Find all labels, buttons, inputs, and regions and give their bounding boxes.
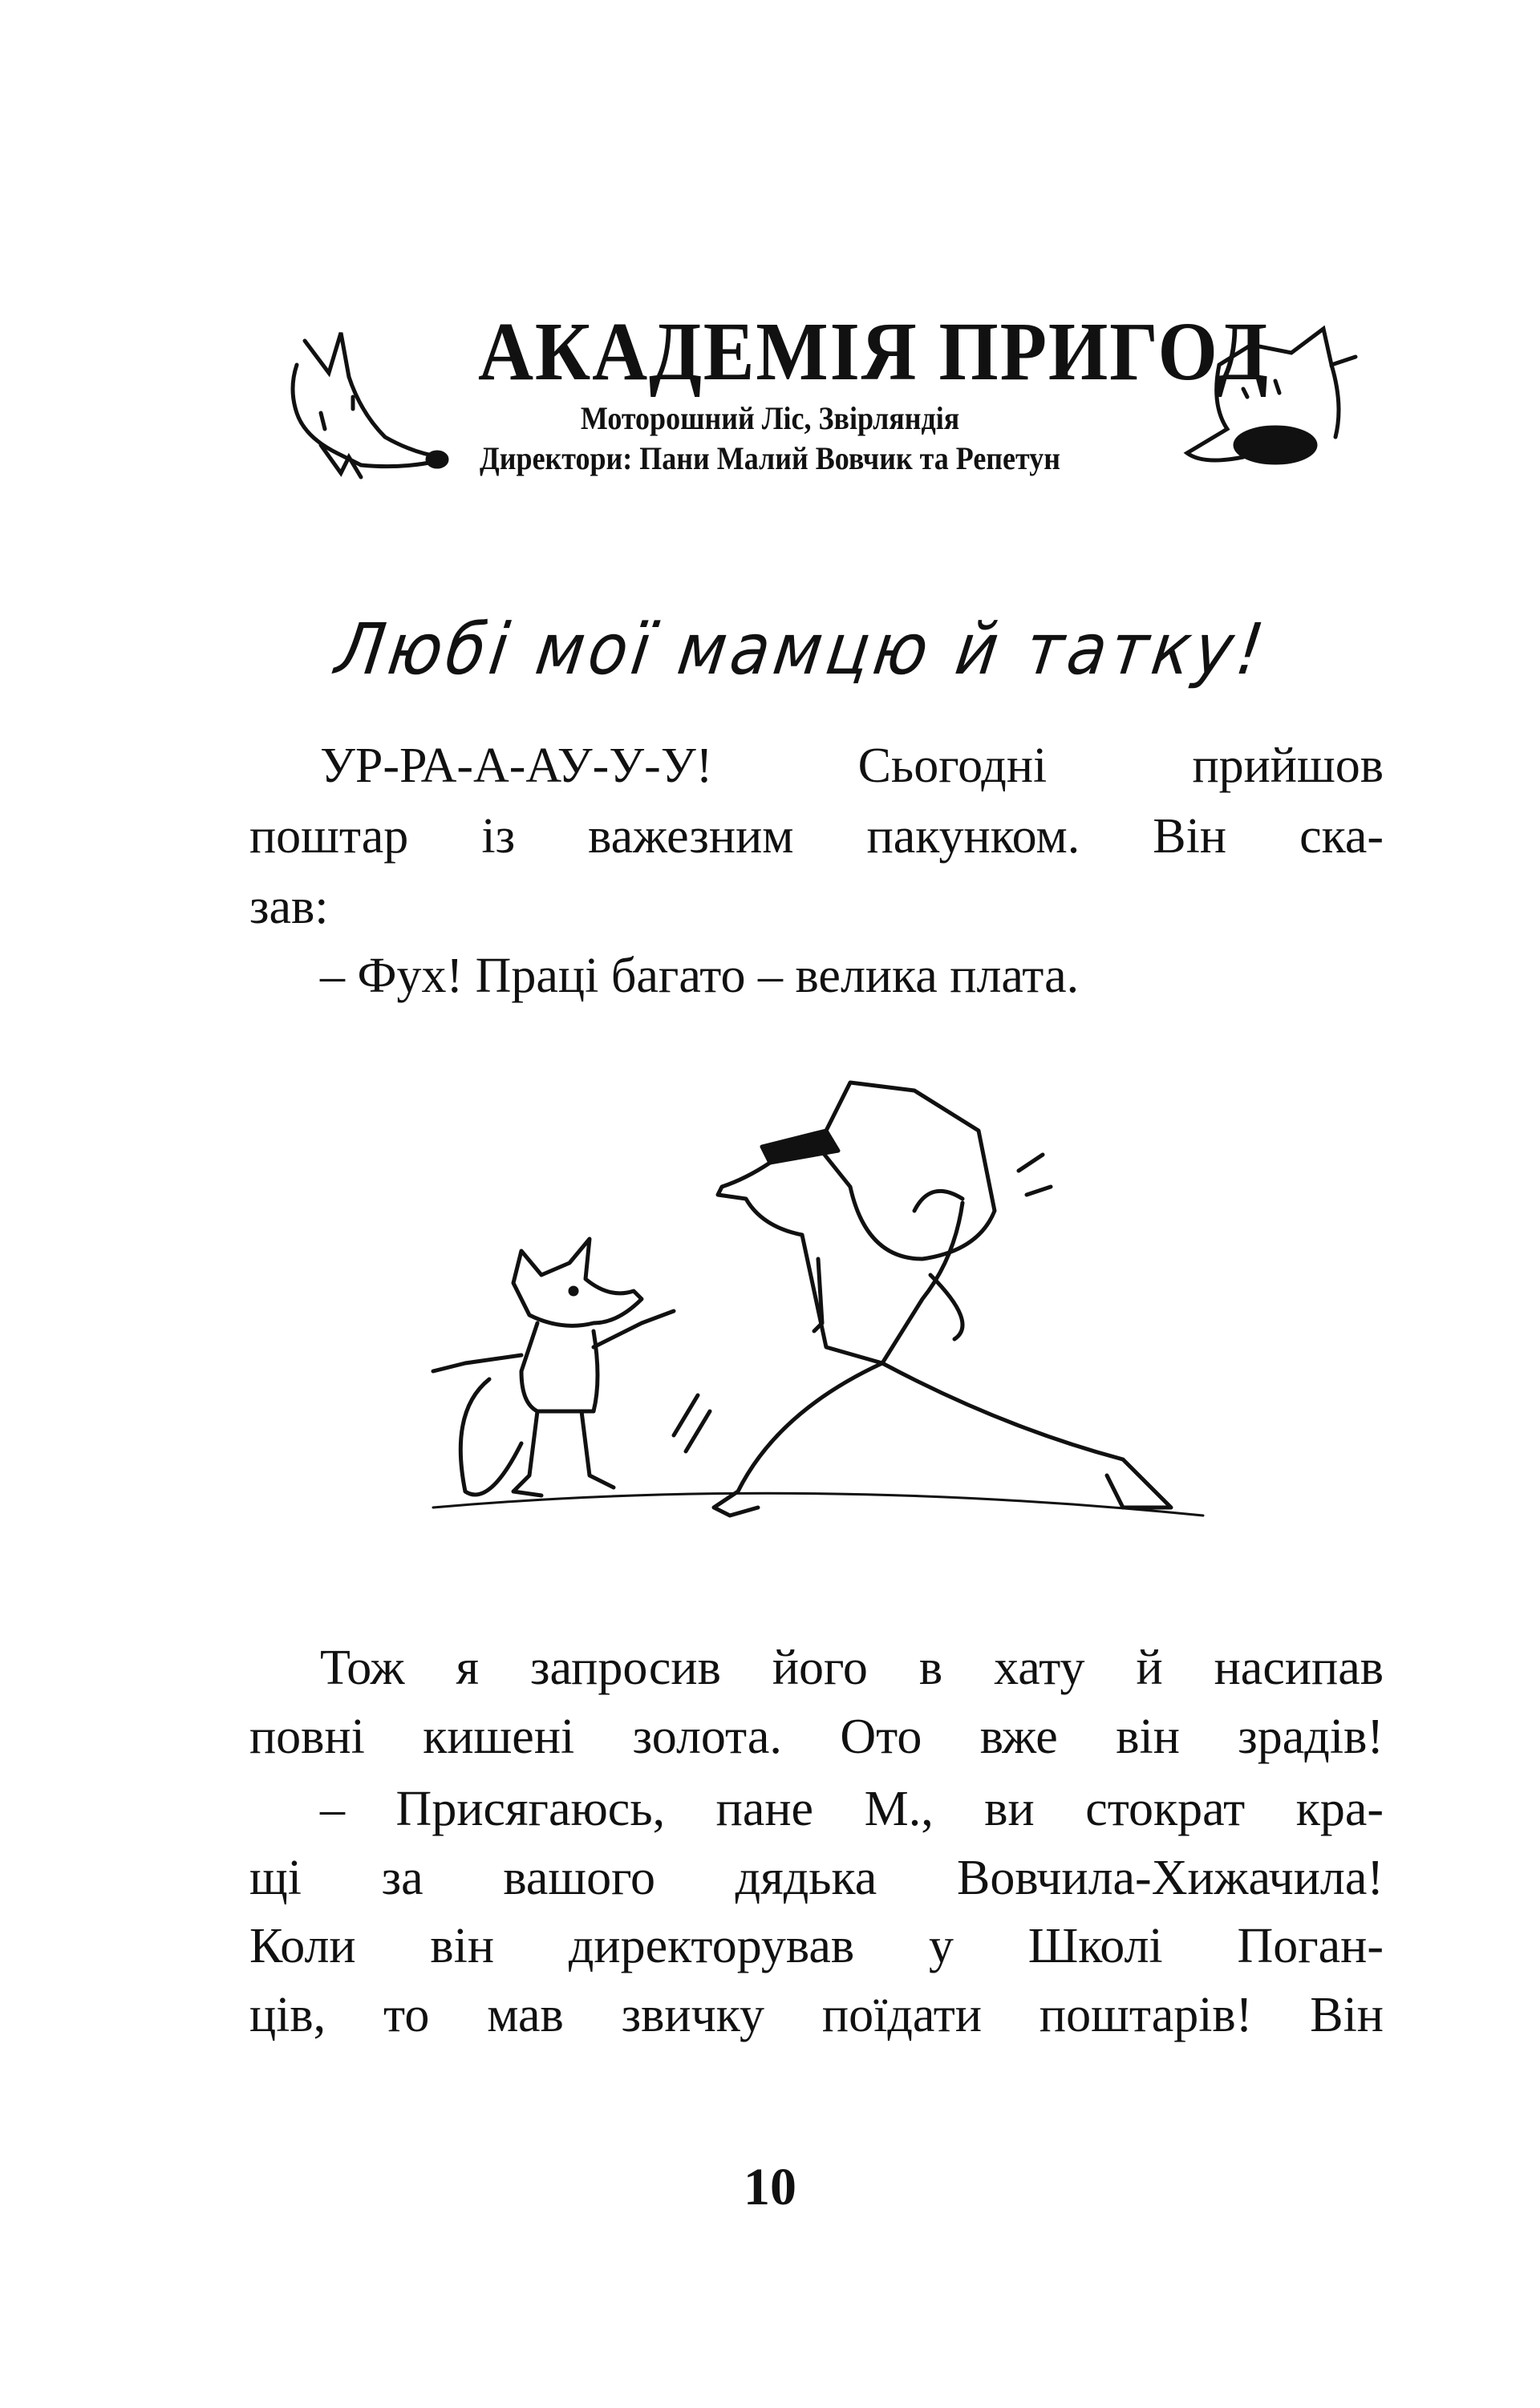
school-directors: Директори: Пани Малий Вовчик та Репетун bbox=[480, 440, 1060, 476]
school-title: АКАДЕМІЯ ПРИГОД bbox=[478, 306, 1270, 398]
paragraph-line: повні кишені золота. Ото вже він зрадів! bbox=[249, 1710, 1384, 1764]
paragraph-line: Тож я запросив його в хату й насипав bbox=[320, 1641, 1384, 1695]
paragraph-line: УР-РА-А-АУ-У-У! Сьогодні прийшов bbox=[320, 739, 1384, 793]
paragraph-line: – Фух! Праці багато – велика плата. bbox=[320, 949, 1080, 1003]
school-location: Моторошний Ліс, Звірляндія bbox=[580, 400, 960, 436]
paragraph-line: зав: bbox=[249, 880, 329, 934]
letter-greeting: Любі мої мамцю й татку! bbox=[330, 608, 1273, 690]
paragraph-line: поштар із важезним пакунком. Він ска- bbox=[249, 809, 1384, 864]
paragraph-line: ців, то мав звичку поїдати поштарів! Він bbox=[249, 1988, 1384, 2042]
paragraph-line: щі за вашого дядька Вовчила-Хижачила! bbox=[249, 1851, 1384, 1905]
paragraph-line: – Присягаюсь, пане М., ви стократ кра- bbox=[320, 1782, 1384, 1836]
page-number: 10 bbox=[744, 2158, 796, 2216]
fox-and-postman-illustration bbox=[401, 1058, 1235, 1564]
paragraph-line: Коли він директорував у Школі Поган- bbox=[249, 1919, 1384, 1973]
